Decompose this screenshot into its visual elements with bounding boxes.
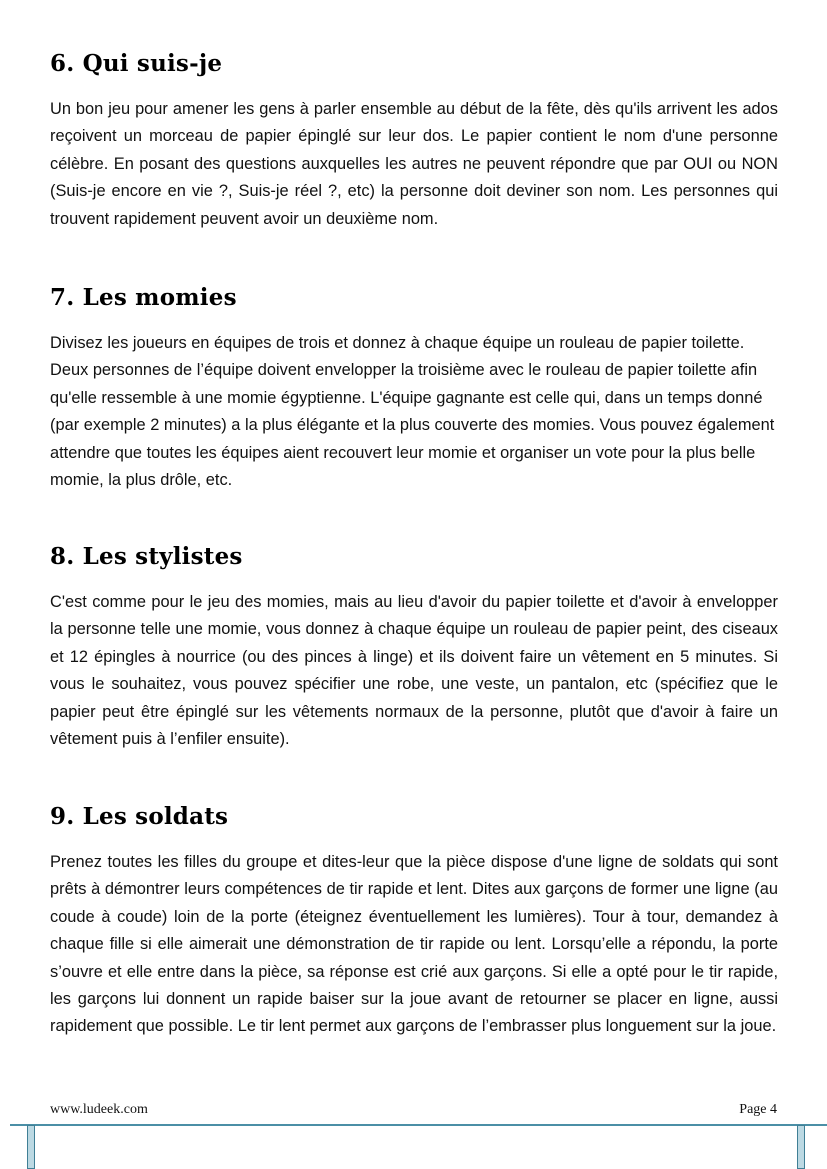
footer-rule xyxy=(10,1124,827,1126)
section-heading: 6. Qui suis-je xyxy=(50,50,223,77)
section-paragraph: Un bon jeu pour amener les gens à parler ensemble au début de la fête, dès qu'ils arrivent les ados reçoivent un morceau de papier épinglé sur leur dos. Le papier contient le nom d'une personne célèbre. En posant des questions auxquelles les autres ne peuvent répondre que par OUI ou NON (Suis-je encore en vie ?, Suis-je réel ?, etc) la personne doit deviner son nom. Les personnes qui trouvent rapidement peuvent avoir un deuxième nom. xyxy=(50,100,778,228)
section-les-momies xyxy=(50,282,778,494)
section-heading: 8. Les stylistes xyxy=(50,543,243,570)
footer-page-number: Page 4 xyxy=(739,1102,777,1117)
section-heading: 9. Les soldats xyxy=(50,803,229,830)
footer-left-post xyxy=(27,1125,35,1169)
section-heading: 7. Les momies xyxy=(50,284,237,311)
section-paragraph: C'est comme pour le jeu des momies, mais au lieu d'avoir du papier toilette et d'avoir à envelopper la personne telle une momie, vous donnez à chaque équipe un rouleau de papier peint, des ciseaux et 12 épingles à nourrice (ou des pinces à linge) et ils doivent faire un vêtement en 5 minutes. Si vous le souhaitez, vous pouvez spécifier une robe, une veste, un pantalon, etc (spécifiez que le papier peut être épinglé sur les vêtements normaux de la personne, plutôt que d'avoir à faire un vêtement puis à l’enfiler ensuite). xyxy=(50,593,778,749)
section-paragraph: Prenez toutes les filles du groupe et dites-leur que la pièce dispose d'une ligne de soldats qui sont prêts à démontrer leurs compétences de tir rapide et lent. Dites aux garçons de former une ligne (au coude à coude) loin de la porte (éteignez éventuellement les lumières). Tour à tour, demandez à chaque fille si elle aimerait une démonstration de tir rapide ou lent. Lorsqu’elle a répondu, la porte s’ouvre et elle entre dans la pièce, sa réponse est crié aux garçons. Si elle a opté pour le tir rapide, les garçons lui donnent un rapide baiser sur la joue avant de retourner se placer en ligne, aussi rapidement que possible. Le tir lent permet aux garçons de l’embrasser plus longuement sur la joue. xyxy=(50,853,778,1036)
section-les-soldats xyxy=(50,801,778,1041)
footer-website: www.ludeek.com xyxy=(50,1102,148,1117)
section-paragraph: Divisez les joueurs en équipes de trois et donnez à chaque équipe un rouleau de papier toilette. Deux personnes de l’équipe doivent envelopper la troisième avec le rouleau de papier toilette afin qu'elle ressemble à une momie égyptienne. L'équipe gagnante est celle qui, dans un temps donné (par exemple 2 minutes) a la plus élégante et la plus couverte des momies. Vous pouvez également attendre que toutes les équipes aient recouvert leur momie et organiser un vote pour la plus belle momie, la plus drôle, etc. xyxy=(50,334,775,490)
footer-right-post xyxy=(797,1125,805,1169)
section-qui-suis-je xyxy=(50,48,778,233)
section-les-stylistes xyxy=(50,541,778,753)
